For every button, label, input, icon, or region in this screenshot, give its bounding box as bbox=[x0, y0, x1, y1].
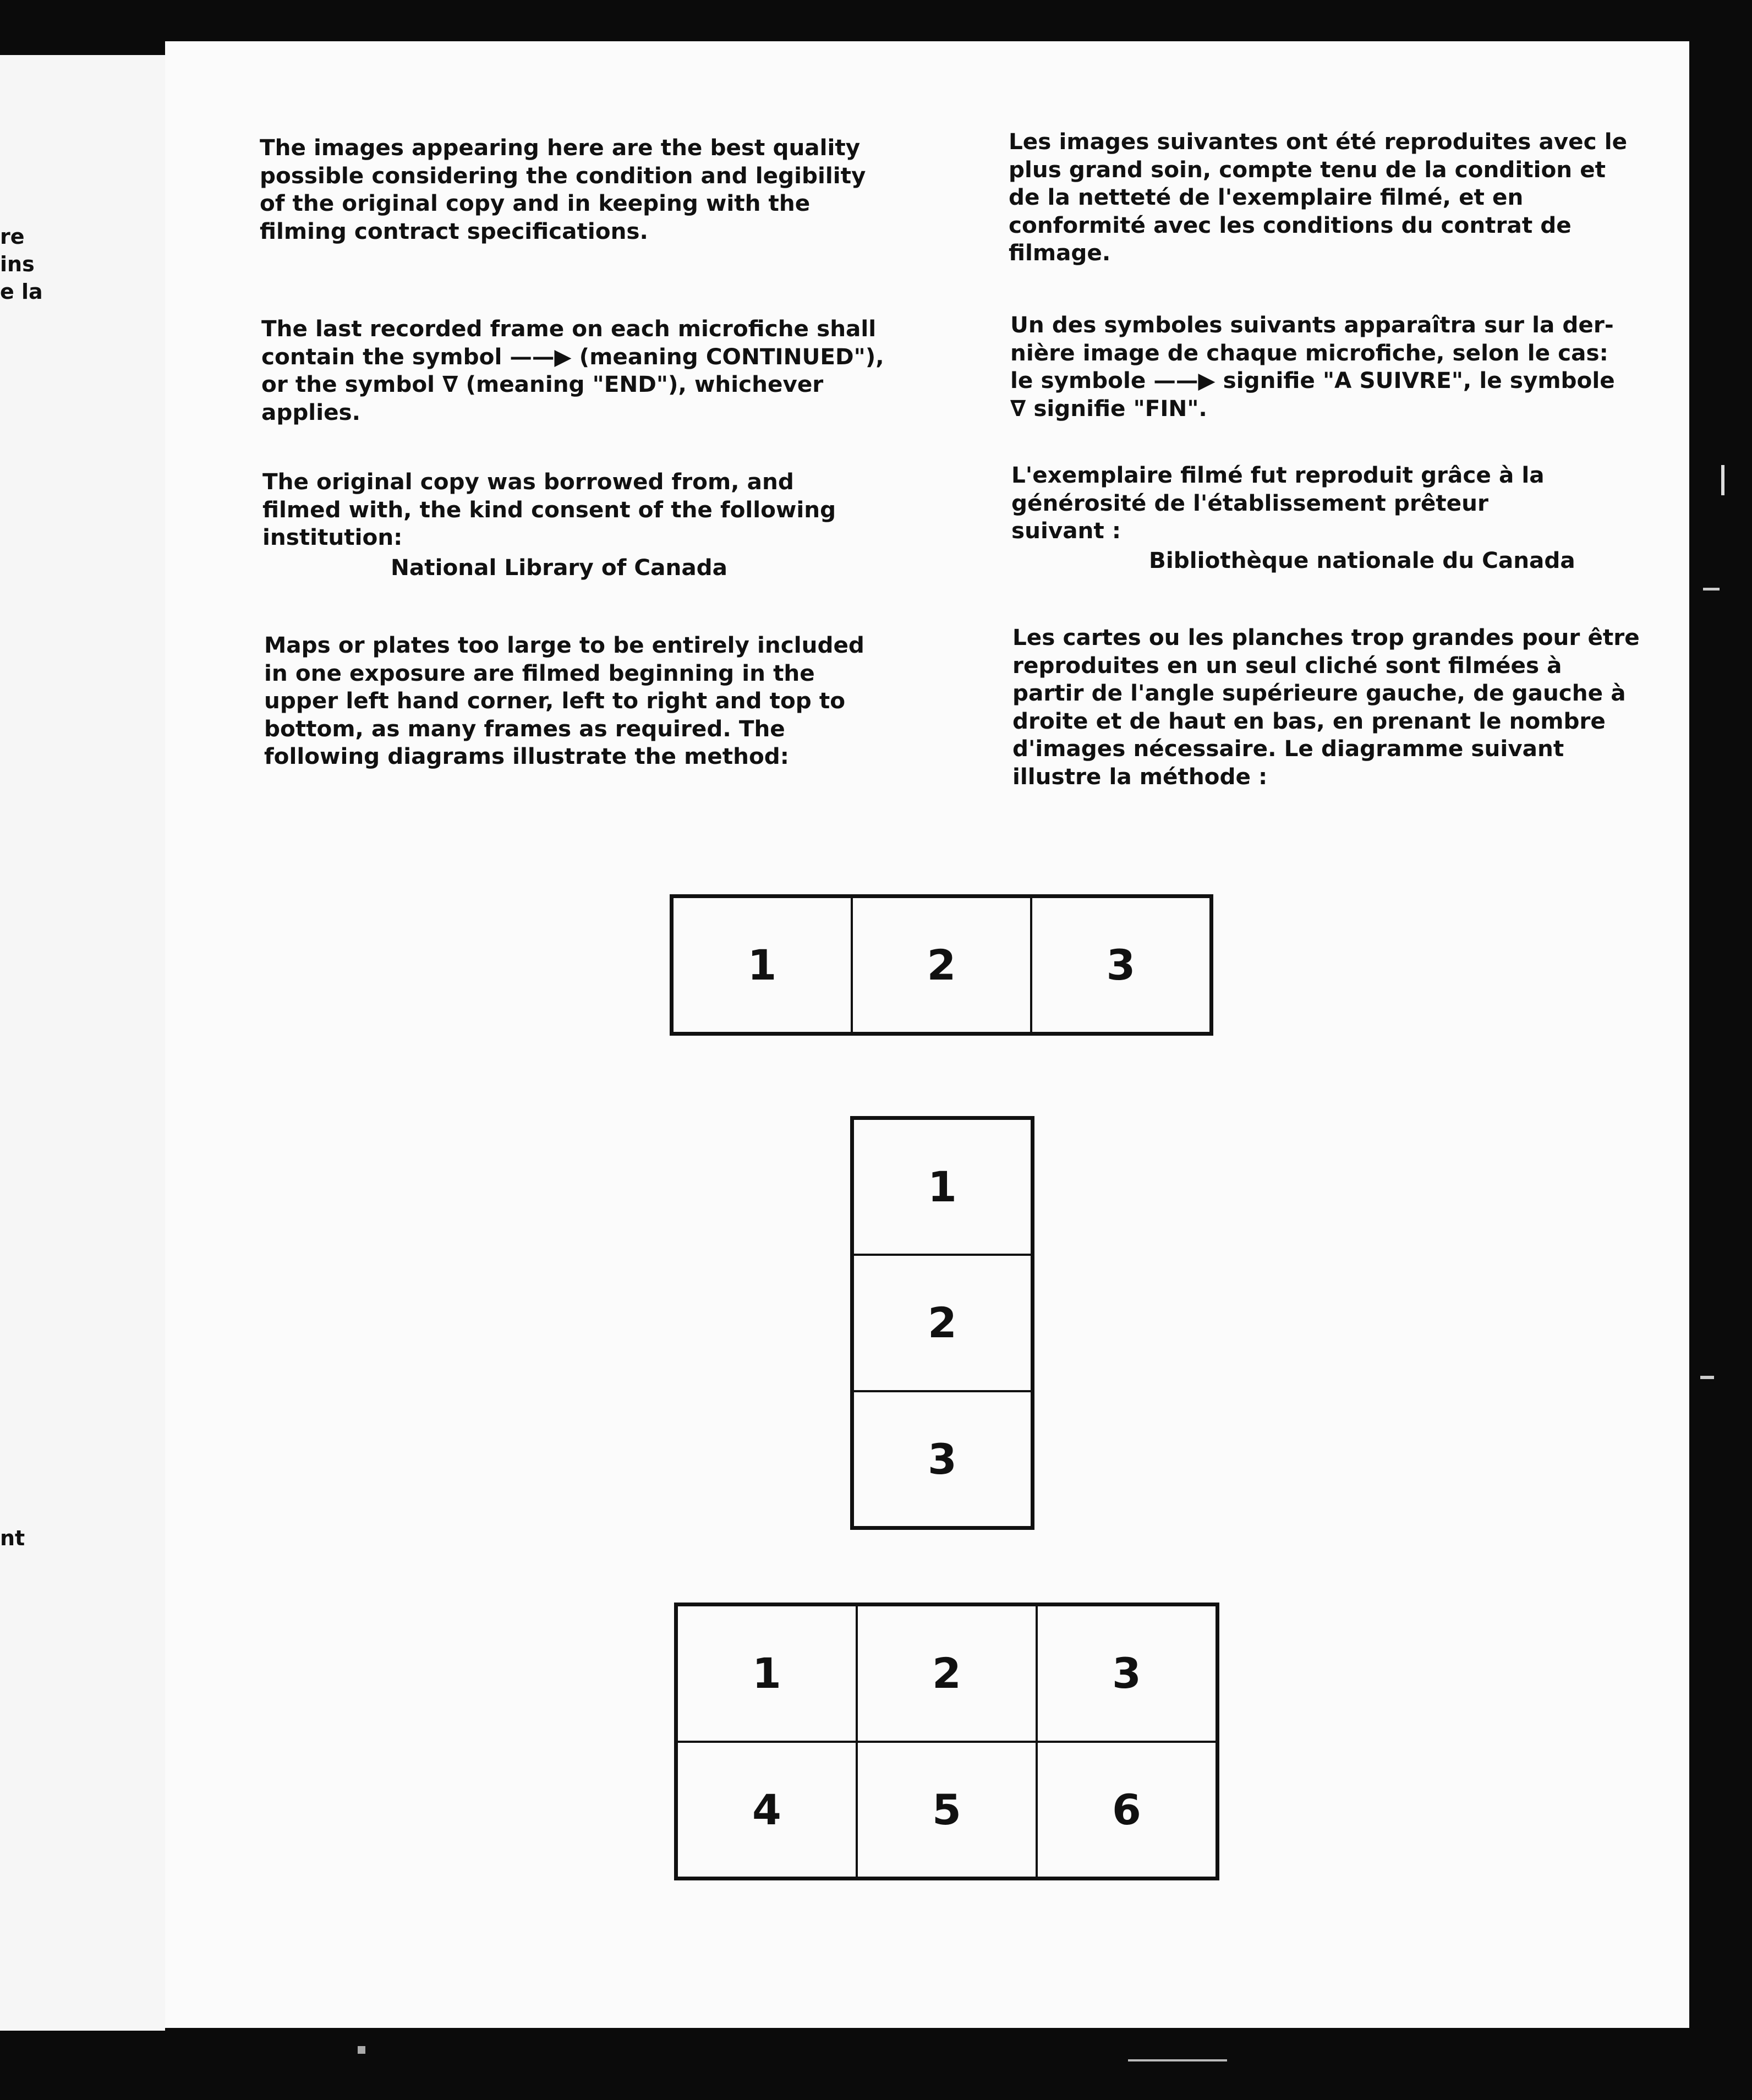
scan-artifact bbox=[1700, 1376, 1714, 1379]
margin-fragment: re bbox=[0, 225, 25, 249]
frame-cell: 3 bbox=[853, 1391, 1032, 1527]
frame-cell: 1 bbox=[672, 897, 852, 1033]
frame-cell: 4 bbox=[677, 1742, 857, 1878]
horizontal-frames-diagram bbox=[670, 894, 1213, 1036]
frame-cell: 3 bbox=[1031, 897, 1211, 1033]
scan-artifact bbox=[358, 2046, 365, 2054]
scan-artifact bbox=[1703, 588, 1720, 590]
margin-fragment: nt bbox=[0, 1526, 25, 1550]
english-maps-paragraph: Maps or plates too large to be entirely included in one exposure are filmed beginning in the upper left hand corner, left to right and top to bottom, as many frames as required. The following diagrams illustrate the method: bbox=[264, 632, 864, 769]
english-quality-paragraph: The images appearing here are the best quality possible considering the condition and legibility of the original copy and in keeping with the filming contract specifications. bbox=[260, 134, 866, 244]
frame-cell: 1 bbox=[677, 1605, 857, 1742]
french-maps-paragraph: Les cartes ou les planches trop grandes pour être reproduites en un seul cliché sont filmées à partir de l'angle supérieure gauche, de gauche à droite et de haut en bas, en prenant le nombre d'images nécessaire. Le diagramme suivant illustre la méthode : bbox=[1012, 624, 1640, 790]
frame-cell: 3 bbox=[1037, 1605, 1217, 1742]
margin-fragment: ins bbox=[0, 252, 35, 276]
scan-artifact bbox=[1128, 2059, 1227, 2061]
frame-cell: 2 bbox=[852, 897, 1031, 1033]
frame-cell: 5 bbox=[857, 1742, 1037, 1878]
french-quality-paragraph: Les images suivantes ont été reproduites avec le plus grand soin, compte tenu de la condition et de la netteté de l'exemplaire filmé, et en conformité avec les conditions du contrat de filmage. bbox=[1009, 128, 1628, 266]
english-symbol-paragraph: The last recorded frame on each microfiche shall contain the symbol ——▶ (meaning CONTINUED"), or the symbol ∇ (meaning "END"), whichever applies. bbox=[261, 315, 884, 425]
frame-cell: 1 bbox=[853, 1119, 1032, 1255]
margin-fragment: e la bbox=[0, 280, 43, 304]
english-source-paragraph: The original copy was borrowed from, and filmed with, the kind consent of the following institution: bbox=[262, 468, 836, 550]
french-source-paragraph: L'exemplaire filmé fut reproduit grâce à la générosité de l'établissement prêteur suivant : bbox=[1011, 462, 1545, 544]
english-institution-name: National Library of Canada bbox=[391, 554, 727, 581]
previous-page-strip bbox=[0, 55, 165, 2031]
french-institution-name: Bibliothèque nationale du Canada bbox=[1149, 547, 1575, 573]
french-symbol-paragraph: Un des symboles suivants apparaîtra sur la der- nière image de chaque microfiche, selon le cas: le symbole ——▶ signifie "A SUIVRE", le symbole ∇ signifie "FIN". bbox=[1010, 311, 1615, 422]
frame-cell: 2 bbox=[857, 1605, 1037, 1742]
grid-frames-diagram bbox=[674, 1603, 1219, 1880]
vertical-frames-diagram bbox=[850, 1116, 1034, 1530]
frame-cell: 2 bbox=[853, 1255, 1032, 1391]
frame-cell: 6 bbox=[1037, 1742, 1217, 1878]
scan-artifact bbox=[1721, 465, 1724, 495]
